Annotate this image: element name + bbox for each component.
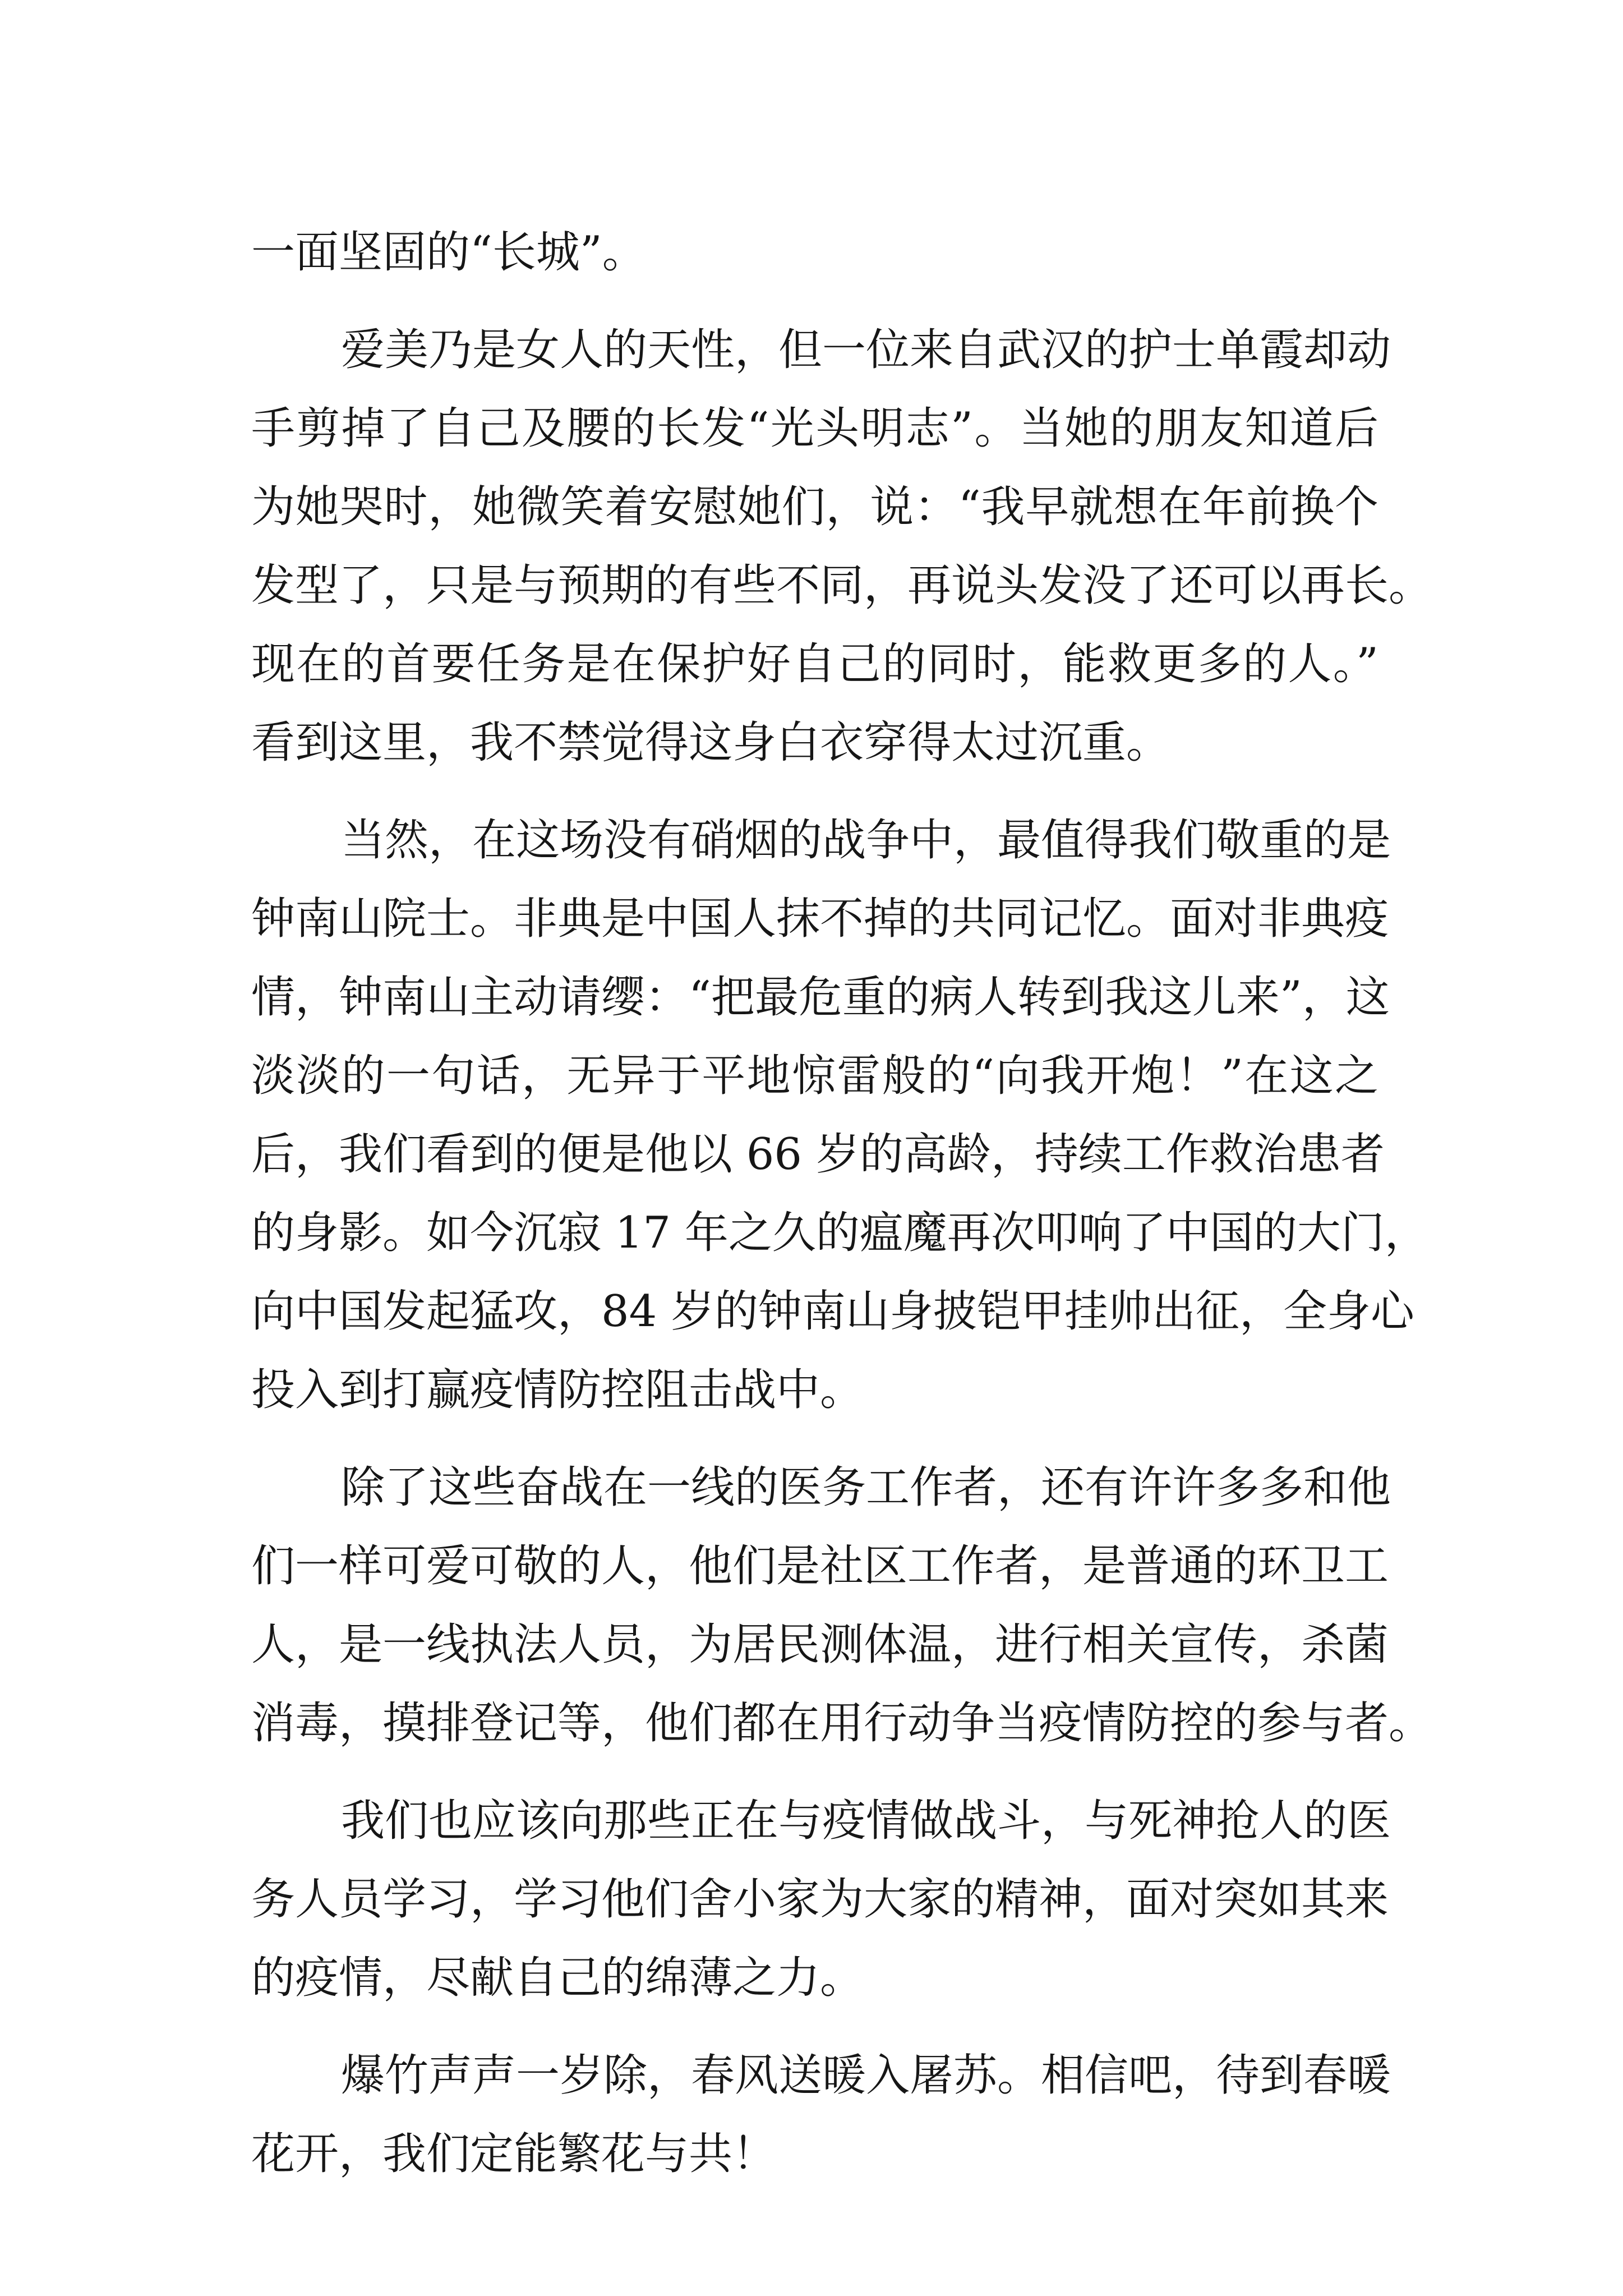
text-line: 钟南山院士。非典是中国人抹不掉的共同记忆。面对非典疫 (251, 894, 1389, 944)
text-line: 现在的首要任务是在保护好自己的同时，能救更多的人。” (251, 639, 1378, 689)
text-line: 消毒，摸排登记等，他们都在用行动争当疫情防控的参与者。 (251, 1698, 1433, 1749)
text-line: 务人员学习，学习他们舍小家为大家的精神，面对突如其来 (251, 1874, 1389, 1925)
text-line: 的疫情，尽献自己的绵薄之力。 (251, 1953, 864, 2003)
text-line: 情，钟南山主动请缨：“把最危重的病人转到我这儿来”，这 (251, 972, 1390, 1023)
text-line: 我们也应该向那些正在与疫情做战斗，与死神抢人的医 (341, 1796, 1391, 1846)
paragraph-continuation (251, 213, 1378, 292)
text-line: 发型了，只是与预期的有些不同，再说头发没了还可以再长。 (251, 560, 1433, 611)
document-body (251, 213, 1433, 2193)
text-line: 向中国发起猛攻，84 岁的钟南山身披铠甲挂帅出征，全身心 (251, 1286, 1415, 1337)
text-line: 看到这里，我不禁觉得这身白衣穿得太过沉重。 (251, 717, 1170, 768)
text-line: 为她哭时，她微笑着安慰她们，说：“我早就想在年前换个 (251, 482, 1378, 532)
paragraph-closing (251, 2036, 1391, 2193)
paragraph-community-workers (251, 1448, 1433, 1763)
text-line: 们一样可爱可敬的人，他们是社区工作者，是普通的环卫工 (251, 1541, 1389, 1591)
text-line: 人，是一线执法人员，为居民测体温，进行相关宣传，杀菌 (251, 1619, 1389, 1670)
text-line: 的身影。如今沉寂 17 年之久的瘟魔再次叩响了中国的大门， (251, 1208, 1428, 1258)
paragraph-nurse-haircut (251, 311, 1433, 782)
text-line: 爆竹声声一岁除，春风送暖入屠苏。相信吧，待到春暖 (341, 2050, 1391, 2101)
text-line: 当然，在这场没有硝烟的战争中，最值得我们敬重的是 (341, 815, 1391, 866)
text-line: 后，我们看到的便是他以 66 岁的高龄，持续工作救治患者 (251, 1129, 1385, 1180)
text-line: 淡淡的一句话，无异于平地惊雷般的“向我开炮！”在这之 (251, 1051, 1378, 1101)
text-line: 一面坚固的“长城”。 (251, 227, 646, 278)
text-line: 投入到打赢疫情防控阻击战中。 (251, 1365, 864, 1415)
text-line: 手剪掉了自己及腰的长发“光头明志”。当她的朋友知道后 (251, 403, 1378, 454)
paragraph-learn-from-medics (251, 1782, 1391, 2017)
text-line: 除了这些奋战在一线的医务工作者，还有许许多多和他 (341, 1462, 1391, 1513)
paragraph-zhong-nanshan (251, 801, 1428, 1429)
text-line: 爱美乃是女人的天性，但一位来自武汉的护士单霞却动 (341, 325, 1391, 375)
text-line: 花开，我们定能繁花与共！ (251, 2129, 777, 2179)
